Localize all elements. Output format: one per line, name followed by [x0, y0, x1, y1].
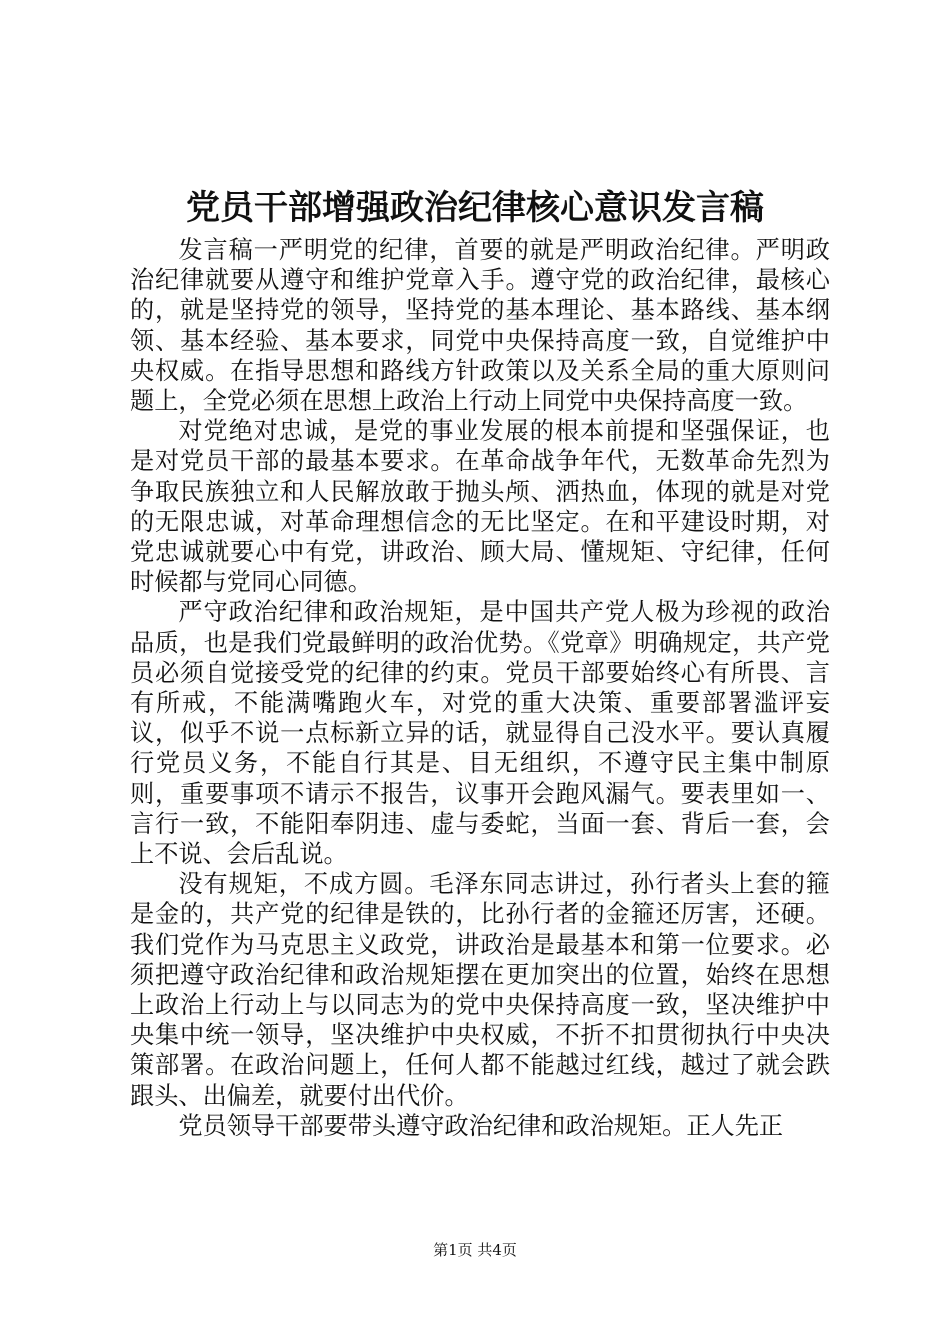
paragraph-3: 严守政治纪律和政治规矩，是中国共产党人极为珍视的政治品质，也是我们党最鲜明的政治优势。《党章》明确规定，共产党员必须自觉接受党的纪律的约束。党员干部要始终心有所畏、言有所戒，不能满嘴跑火车，对党的重大决策、重要部署滥评妄议，似乎不说一点标新立异的话，就显得自己没水平。要认真履行党员义务，不能自行其是、目无组织，不遵守民主集中制原则，重要事项不请示不报告，议事开会跑风漏气。要表里如一、言行一致，不能阳奉阴违、虚与委蛇，当面一套、背后一套，会上不说、会后乱说。	[130, 598, 830, 869]
page-footer: 第1页 共4页	[433, 1241, 517, 1259]
paragraph-5: 党员领导干部要带头遵守政治纪律和政治规矩。正人先正	[178, 1111, 784, 1140]
paragraph-2: 对党绝对忠诚，是党的事业发展的根本前提和坚强保证，也是对党员干部的最基本要求。在革命战争年代，无数革命先烈为争取民族独立和人民解放敢于抛头颅、洒热血，体现的就是对党的无限忠诚，对革命理想信念的无比坚定。在和平建设时期，对党忠诚就要心中有党，讲政治、顾大局、懂规矩、守纪律，任何时候都与党同心同德。	[130, 417, 830, 597]
document-title: 党员干部增强政治纪律核心意识发言稿	[186, 188, 764, 228]
paragraph-4: 没有规矩，不成方圆。毛泽东同志讲过，孙行者头上套的箍是金的，共产党的纪律是铁的，比孙行者的金箍还厉害，还硬。我们党作为马克思主义政党，讲政治是最基本和第一位要求。必须把遵守政治纪律和政治规矩摆在更加突出的位置，始终在思想上政治上行动上与以同志为的党中央保持高度一致，坚决维护中央集中统一领导，坚决维护中央权威，不折不扣贯彻执行中央决策部署。在政治问题上，任何人都不能越过红线，越过了就会跌跟头、出偏差，就要付出代价。	[130, 870, 830, 1110]
paragraph-1: 发言稿一严明党的纪律，首要的就是严明政治纪律。严明政治纪律就要从遵守和维护党章入手。遵守党的政治纪律，最核心的，就是坚持党的领导，坚持党的基本理论、基本路线、基本纲领、基本经验、基本要求，同党中央保持高度一致，自觉维护中央权威。在指导思想和路线方针政策以及关系全局的重大原则问题上，全党必须在思想上政治上行动上同党中央保持高度一致。	[130, 236, 830, 416]
document-body	[130, 235, 830, 1141]
